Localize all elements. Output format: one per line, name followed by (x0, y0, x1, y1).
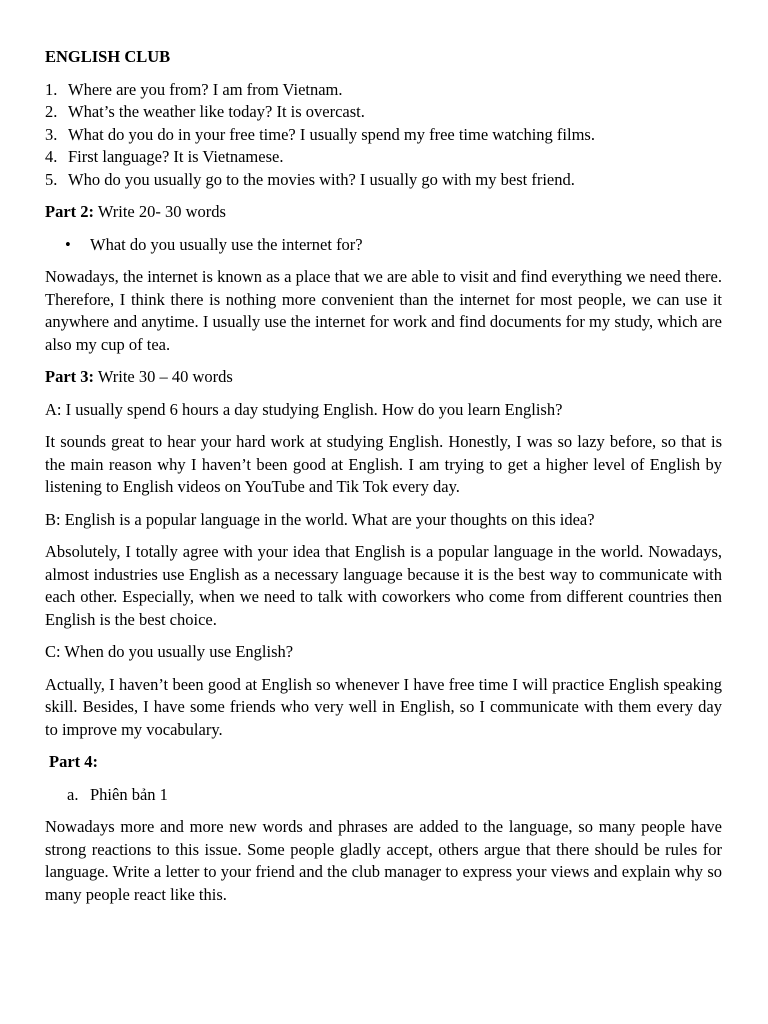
part3-label: Part 3: (45, 367, 95, 386)
list-number: 2. (45, 102, 58, 121)
part4-item (45, 784, 722, 807)
bullet-icon: • (65, 234, 71, 254)
part2-answer: Nowadays, the internet is known as a place that we are able to visit and find everything we need there. Therefore, I think there is nothing more convenient than the internet for most people, we can use it anywhere and anytime. I usually use the internet for work and find documents for my study, which are also my cup of tea. (45, 267, 722, 354)
list-text: Where are you from? I am from Vietnam. (68, 79, 343, 99)
part2-label: Part 2: (45, 202, 95, 221)
list-item (45, 146, 722, 169)
list-item (45, 101, 722, 124)
list-number: 3. (45, 124, 58, 144)
list-item (45, 79, 722, 102)
part4-prompt: Nowadays more and more new words and phrases are added to the language, so many people have strong reactions to this issue. Some people gladly accept, others argue that there should be rules for language. Write a letter to your friend and the club manager to express your views and explain why so many people react like this. (45, 817, 722, 904)
part2-question: What do you usually use the internet for? (90, 234, 363, 254)
part3-a-answer: It sounds great to hear your hard work at studying English. Honestly, I was so lazy before, so that is the main reason why I haven’t been good at English. I am trying to get a higher level of English by listening to English videos on YouTube and Tik Tok every day. (45, 432, 722, 496)
list-item (45, 124, 722, 147)
list-number: 1. (45, 79, 58, 99)
part2-question-item (45, 234, 722, 257)
list-number: 4. (45, 147, 58, 166)
part2-instruction: Write 20- 30 words (94, 202, 226, 221)
document-title: ENGLISH CLUB (45, 47, 171, 66)
part1-list (45, 79, 722, 192)
part2-heading (45, 201, 722, 224)
part3-heading (45, 366, 722, 389)
list-number: 5. (45, 169, 58, 189)
part3-b-question: B: English is a popular language in the world. What are your thoughts on this idea? (45, 509, 595, 529)
list-item (45, 169, 722, 192)
part3-c-answer: Actually, I haven’t been good at English so whenever I have free time I will practice English speaking skill. Besides, I have some friends who very well in English, so I communicate with them every day to improve my vocabulary. (45, 674, 722, 739)
part4-item-text: Phiên bản 1 (90, 784, 168, 804)
list-text: What do you do in your free time? I usually spend my free time watching films. (68, 124, 595, 144)
part4-heading: Part 4: (49, 752, 99, 771)
part3-c-question: C: When do you usually use English? (45, 642, 294, 661)
part3-instruction: Write 30 – 40 words (94, 367, 233, 386)
list-text: What’s the weather like today? It is overcast. (68, 102, 365, 121)
part4-item-marker: a. (67, 784, 79, 804)
part3-b-answer: Absolutely, I totally agree with your idea that English is a popular language in the world. Nowadays, almost industries use English as a necessary language because it is the best way to communicate with each other. Especially, when we need to talk with coworkers who come from different countries then English is the best choice. (45, 542, 722, 629)
list-text: Who do you usually go to the movies with? I usually go with my best friend. (68, 169, 575, 189)
list-text: First language? It is Vietnamese. (68, 147, 284, 166)
part3-a-question: A: I usually spend 6 hours a day studying English. How do you learn English? (45, 399, 563, 419)
document-page (45, 46, 722, 916)
